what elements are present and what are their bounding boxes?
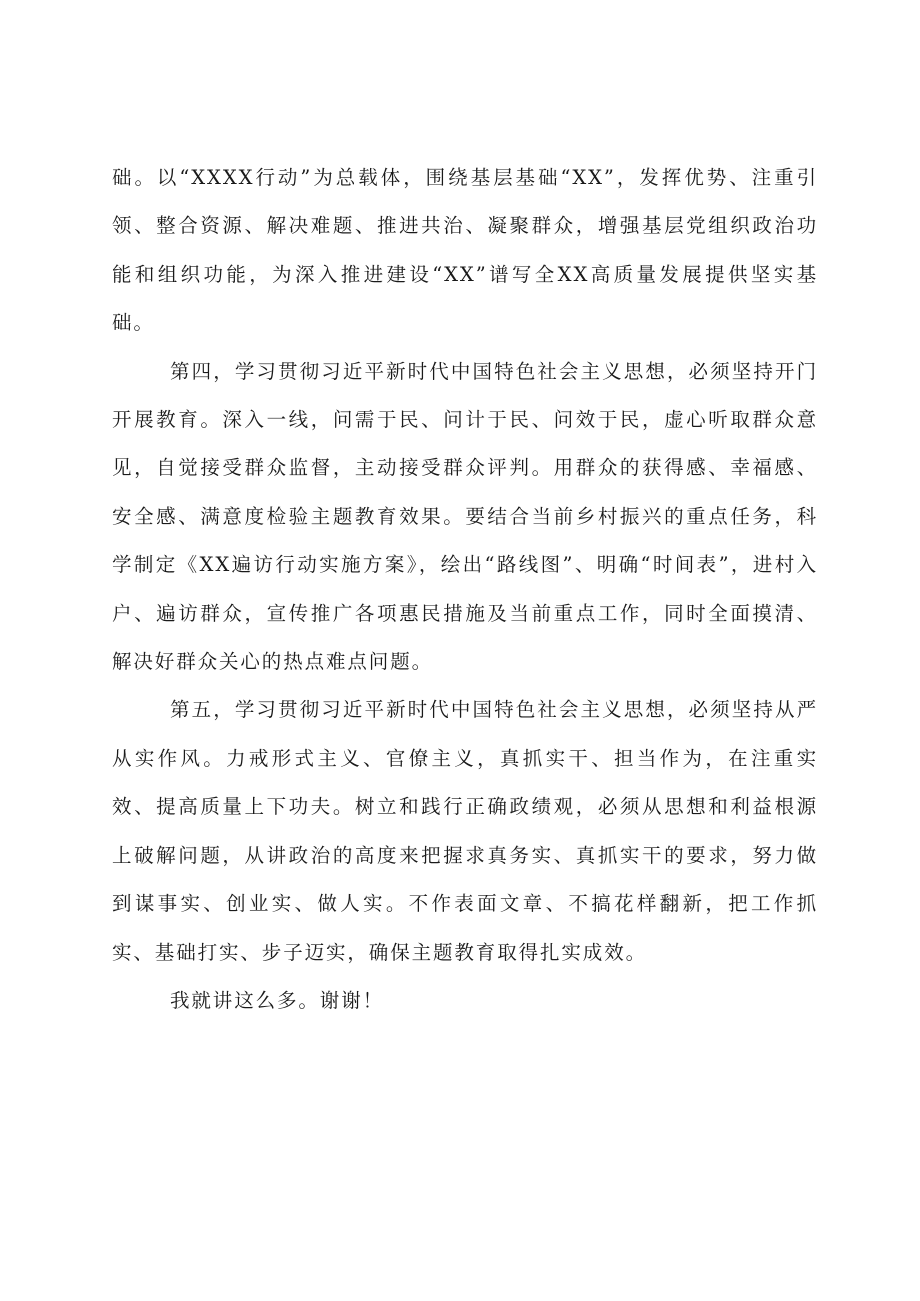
paragraph-fifth-point: 第五，学习贯彻习近平新时代中国特色社会主义思想，必须坚持从严从实作风。力戒形式主义、官僚主义，真抓实干、担当作为，在注重实效、提高质量上下功夫。树立和践行正确政绩观，必须从思想和利益根源上破解问题，从讲政治的高度来把握求真务实、真抓实干的要求，努力做到谋事实、创业实、做人实。不作表面文章、不搞花样翻新，把工作抓实、基础打实、步子迈实，确保主题教育取得扎实成效。 bbox=[112, 698, 818, 964]
paragraph-continuation: 础。以“XXXX行动”为总载体，围绕基层基础“XX”，发挥优势、注重引领、整合资源、解决难题、推进共治、凝聚群众，增强基层党组织政治功能和组织功能，为深入推进建设“XX”谱写全XX高质量发展提供坚实基础。 bbox=[112, 166, 818, 335]
document-body bbox=[112, 154, 818, 1025]
paragraph-closing: 我就讲这么多。谢谢！ bbox=[170, 988, 385, 1012]
paragraph-fourth-point: 第四，学习贯彻习近平新时代中国特色社会主义思想，必须坚持开门开展教育。深入一线，问需于民、问计于民、问效于民，虚心听取群众意见，自觉接受群众监督，主动接受群众评判。用群众的获得感、幸福感、安全感、满意度检验主题教育效果。要结合当前乡村振兴的重点任务，科学制定《XX遍访行动实施方案》，绘出“路线图”、明确“时间表”，进村入户、遍访群众，宣传推广各项惠民措施及当前重点工作，同时全面摸清、解决好群众关心的热点难点问题。 bbox=[112, 359, 818, 674]
